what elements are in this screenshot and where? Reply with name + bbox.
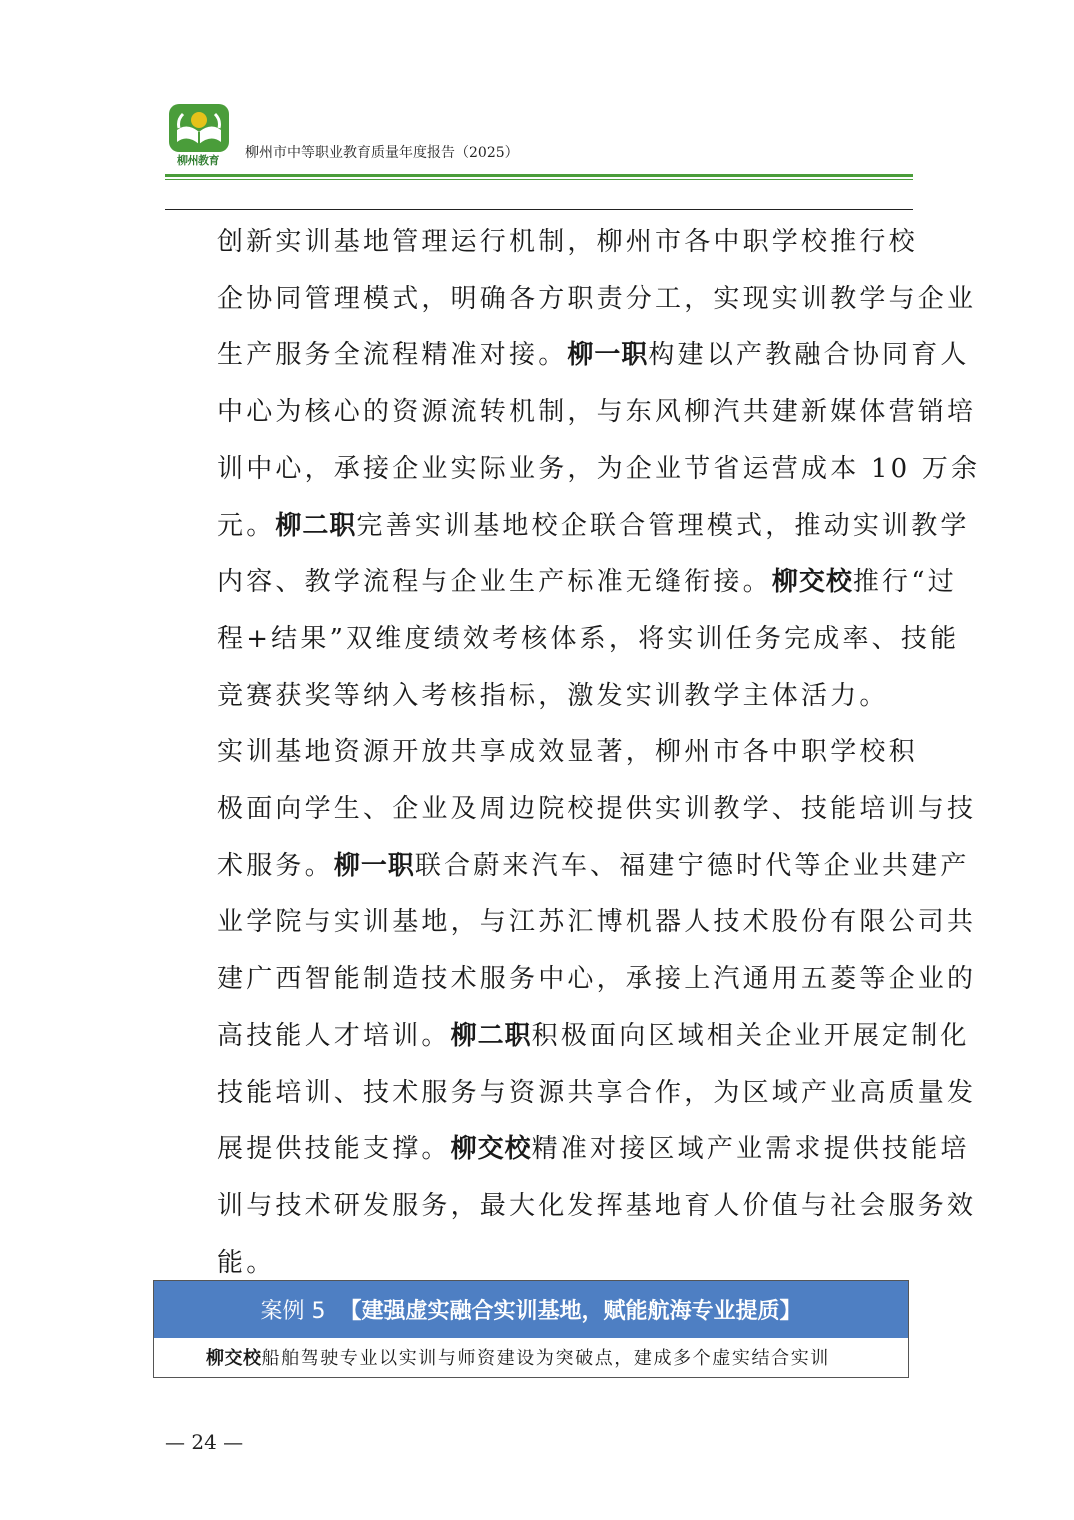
text-run: 竞赛获奖等纳入考核指标，激发实训教学主体活力。 bbox=[217, 680, 889, 711]
text-run: 中心为核心的资源流转机制，与东风柳汽共建新媒体营销培 bbox=[217, 397, 977, 428]
text-run: 建广西智能制造技术服务中心，承接上汽通用五菱等企业的 bbox=[217, 964, 977, 995]
header-divider-thick bbox=[165, 174, 913, 177]
text-line bbox=[165, 951, 977, 1008]
school-name: 柳二职 bbox=[450, 1020, 532, 1051]
content-top-rule bbox=[165, 209, 913, 210]
case-title: 【建强虚实融合实训基地，赋能航海专业提质】 bbox=[339, 1299, 802, 1324]
page-number: — 24 — bbox=[165, 1430, 244, 1454]
case-school: 柳交校 bbox=[206, 1348, 262, 1369]
text-run: 积极面向区域相关企业开展定制化 bbox=[531, 1020, 970, 1051]
text-run: 元。 bbox=[217, 510, 276, 541]
school-name: 柳交校 bbox=[450, 1134, 532, 1165]
school-name: 柳一职 bbox=[567, 340, 649, 371]
case-box bbox=[153, 1280, 909, 1378]
case-body bbox=[154, 1338, 908, 1370]
text-line bbox=[165, 1178, 977, 1235]
text-line bbox=[165, 668, 913, 725]
text-line bbox=[165, 1008, 970, 1065]
text-run: 技能培训、技术服务与资源共享合作，为区域产业高质量发 bbox=[217, 1077, 977, 1108]
text-line bbox=[165, 724, 918, 781]
report-title: 柳州市中等职业教育质量年度报告（2025） bbox=[245, 145, 519, 161]
school-name: 柳交校 bbox=[771, 567, 853, 598]
text-run: 企协同管理模式，明确各方职责分工，实现实训教学与企业 bbox=[217, 283, 977, 314]
liuzhou-education-logo bbox=[165, 102, 233, 168]
text-line bbox=[165, 441, 981, 498]
text-run: 生产服务全流程精准对接。 bbox=[217, 340, 568, 371]
text-line bbox=[165, 894, 977, 951]
logo-text: 柳州教育 bbox=[177, 154, 219, 167]
case-header bbox=[154, 1281, 908, 1338]
text-line bbox=[165, 214, 918, 271]
text-run: 创新实训基地管理运行机制，柳州市各中职学校推行校 bbox=[217, 227, 918, 257]
text-line bbox=[165, 271, 977, 328]
body-paragraph bbox=[165, 724, 977, 1291]
text-run: 程+结果”双维度绩效考核体系，将实训任务完成率、技能 bbox=[217, 623, 960, 654]
text-run: 业学院与实训基地，与江苏汇博机器人技术股份有限公司共 bbox=[217, 907, 977, 938]
main-content bbox=[165, 214, 981, 1291]
text-run: 展提供技能支撑。 bbox=[217, 1134, 451, 1165]
case-text: 船舶驾驶专业以实训与师资建设为突破点，建成多个虚实结合实训 bbox=[261, 1348, 830, 1369]
text-line bbox=[165, 781, 977, 838]
text-run: 联合蔚来汽车、福建宁德时代等企业共建产 bbox=[414, 850, 970, 881]
text-line bbox=[165, 498, 970, 555]
text-run: 训与技术研发服务，最大化发挥基地育人价值与社会服务效 bbox=[217, 1190, 977, 1221]
text-run: 极面向学生、企业及周边院校提供实训教学、技能培训与技 bbox=[217, 794, 977, 825]
text-line bbox=[165, 1065, 977, 1122]
page-header bbox=[165, 102, 915, 172]
text-run: 构建以产教融合协同育人 bbox=[648, 340, 970, 371]
text-run: 精准对接区域产业需求提供技能培 bbox=[531, 1134, 970, 1165]
text-run: 完善实训基地校企联合管理模式，推动实训教学 bbox=[356, 510, 970, 541]
school-name: 柳一职 bbox=[333, 850, 415, 881]
logo-emblem-icon bbox=[165, 102, 233, 154]
text-run: 内容、教学流程与企业生产标准无缝衔接。 bbox=[217, 567, 772, 598]
school-name: 柳二职 bbox=[275, 510, 357, 541]
text-line bbox=[165, 1121, 970, 1178]
case-number: 案例 5 bbox=[260, 1299, 326, 1324]
body-paragraph bbox=[165, 214, 981, 724]
text-run: 推行“过 bbox=[852, 567, 957, 598]
text-run: 术服务。 bbox=[217, 850, 334, 881]
text-line bbox=[165, 611, 960, 668]
header-divider-thin bbox=[165, 179, 913, 180]
text-run: 高技能人才培训。 bbox=[217, 1020, 451, 1051]
text-line bbox=[165, 838, 970, 895]
text-run: 实训基地资源开放共享成效显著，柳州市各中职学校积 bbox=[217, 737, 918, 768]
text-run: 能。 bbox=[217, 1247, 276, 1278]
text-line bbox=[165, 384, 977, 441]
text-run: 训中心，承接企业实际业务，为企业节省运营成本 10 万余 bbox=[217, 453, 981, 484]
text-line bbox=[165, 327, 970, 384]
text-line bbox=[165, 554, 957, 611]
